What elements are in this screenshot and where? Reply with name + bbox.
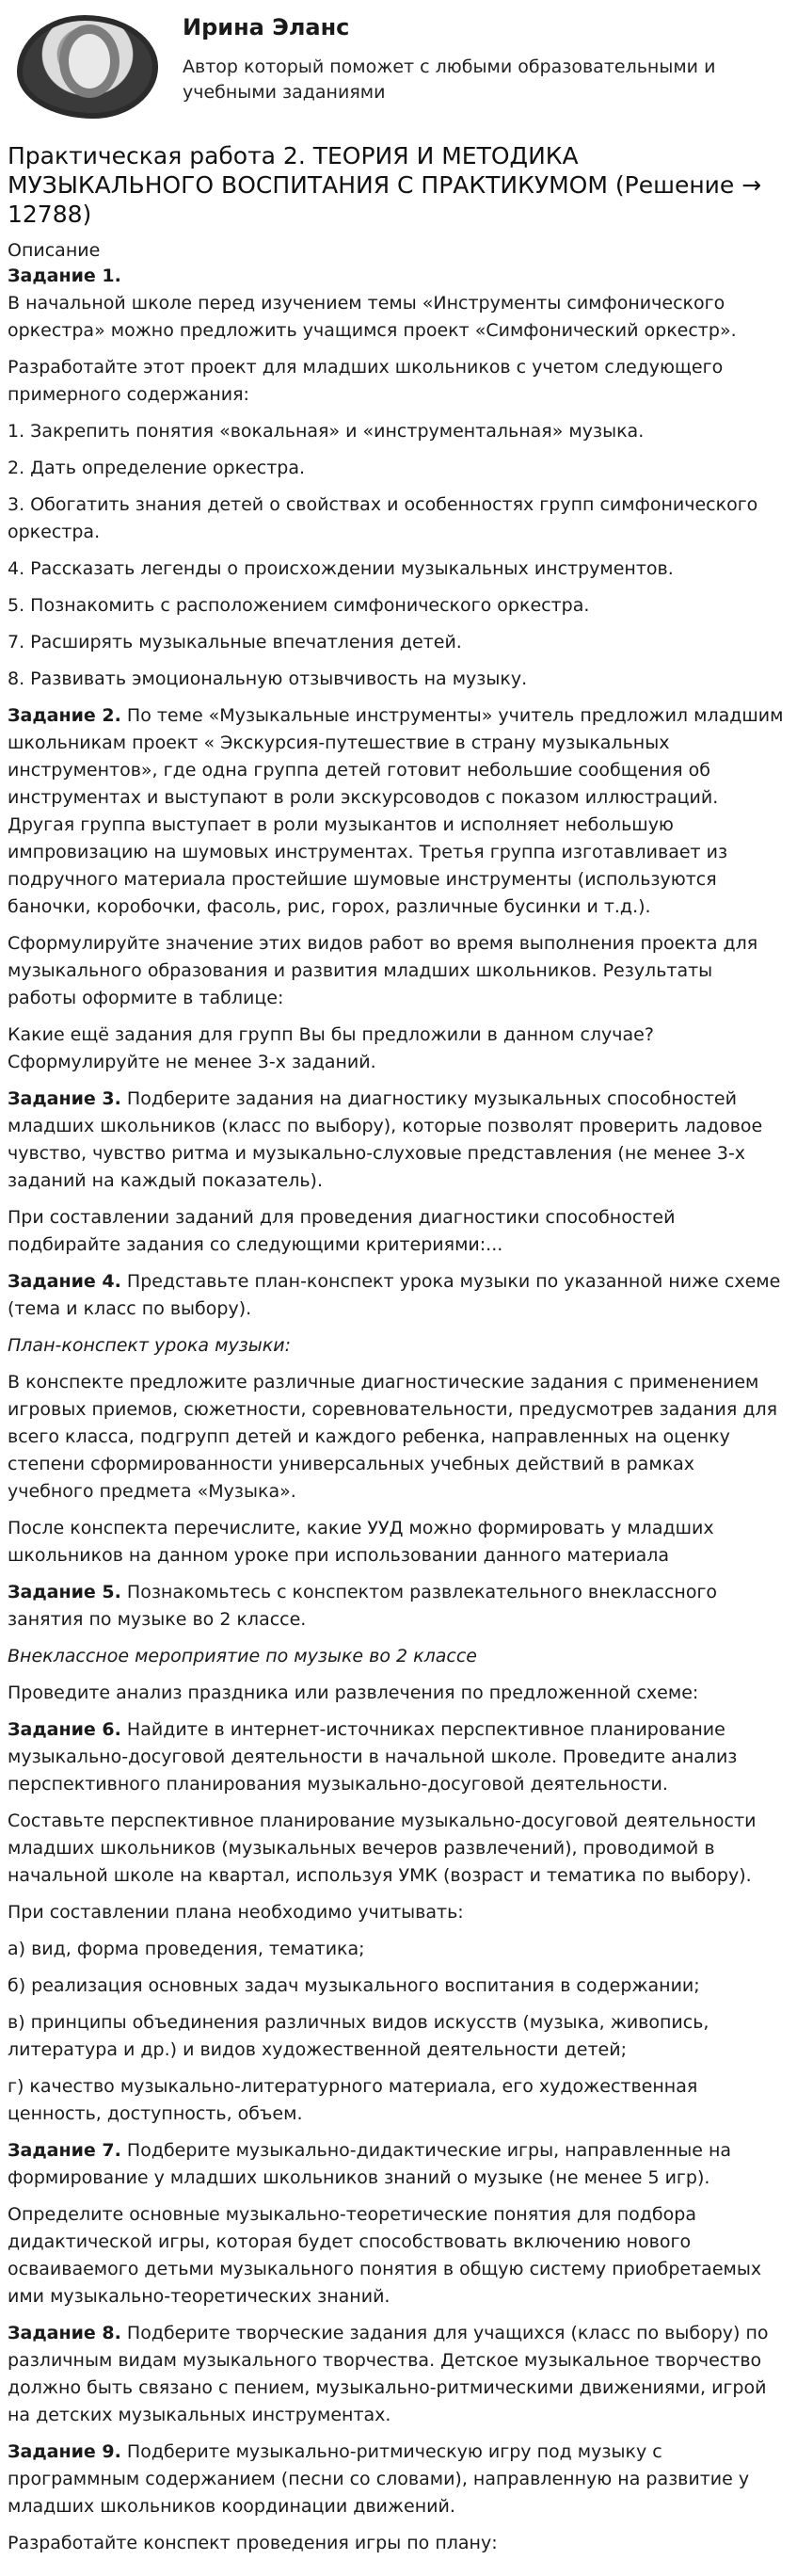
task7-paragraph: Определите основные музыкально-теоретические понятия для подбора дидактической игры, которая будет способствовать включению нового осваиваемого детьми музыкального понятия в общую систему приобретаемых ими музыкально-теоретических знаний. [8, 2204, 762, 2307]
avatar[interactable] [8, 9, 166, 124]
task4-heading: Задание 4. [8, 1271, 121, 1292]
task3-text: Подберите задания на диагностику музыкальных способностей младших школьников (класс по выбору), которые позволят проверить ладовое чувство, чувство ритма и музыкально-слуховые представления (не менее 3-х заданий на каждый показатель). [8, 1088, 763, 1191]
page-title: Практическая работа 2. ТЕОРИЯ И МЕТОДИКА МУЗЫКАЛЬНОГО ВОСПИТАНИЯ С ПРАКТИКУМОМ (Решение → 12788) [8, 142, 762, 228]
task6-list-item: в) принципы объединения различных видов искусств (музыка, живопись, литература и др.) и видов художественной деятельности детей; [8, 2012, 709, 2060]
avatar-image [17, 15, 158, 119]
task5-heading: Задание 5. [8, 1582, 121, 1602]
task6-list-item: а) вид, форма проведения, тематика; [8, 1939, 365, 1959]
task5-text: Познакомьтесь с конспектом развлекательного внеклассного занятия по музыке во 2 классе. [8, 1582, 718, 1630]
task6-heading: Задание 6. [8, 1719, 121, 1740]
task2-paragraph: Какие ещё задания для групп Вы бы предложили в данном случае? Сформулируйте не менее 3-х заданий. [8, 1024, 654, 1072]
task1-heading: Задание 1. [8, 266, 121, 286]
task5-intro [8, 1579, 784, 1634]
task6-list-item: г) качество музыкально-литературного материала, его художественная ценность, доступность, объем. [8, 2076, 698, 2124]
task1-list-item: 5. Познакомить с расположением симфонического оркестра. [8, 595, 590, 616]
task1-paragraph: Разработайте этот проект для младших школьников с учетом следующего примерного содержания: [8, 357, 724, 405]
task4-text: Представьте план-конспект урока музыки по указанной ниже схеме (тема и класс по выбору). [8, 1271, 781, 1319]
task4-paragraph: После конспекта перечислите, какие УУД можно формировать у младших школьников на данном уроке при использовании данного материала [8, 1518, 714, 1566]
task1-list-item: 8. Развивать эмоциональную отзывчивость на музыку. [8, 668, 528, 689]
task6-paragraph: При составлении плана необходимо учитывать: [8, 1902, 464, 1923]
task1-list-item: 3. Обогатить знания детей о свойствах и особенностях групп симфонического оркестра. [8, 494, 758, 542]
task8-heading: Задание 8. [8, 2323, 121, 2343]
task8-text: Подберите творческие задания для учащихся (класс по выбору) по различным видам музыкального творчества. Детское музыкальное творчество должно быть связано с пением, музыкально-ритмическими движениями, игрой на детских музыкальных инструментах. [8, 2323, 769, 2425]
task2-heading: Задание 2. [8, 705, 121, 726]
task7-text: Подберите музыкально-дидактические игры, направленные на формирование у младших школьников знаний о музыке (не менее 5 игр). [8, 2140, 732, 2188]
task7-intro [8, 2137, 784, 2192]
task6-paragraph: Составьте перспективное планирование музыкально-досуговой деятельности младших школьников (музыкальных вечеров развлечений), проводимой в начальной школе на квартал, используя УМК (возраст и тематика по выбору). [8, 1811, 757, 1886]
task7-heading: Задание 7. [8, 2140, 121, 2161]
task9-text: Подберите музыкально-ритмическую игру под музыку с программным содержанием (песни со словами), направленную на развитие у младших школьников координации движений. [8, 2441, 750, 2517]
avatar-frame [17, 15, 158, 119]
task6-text: Найдите в интернет-источниках перспективное планирование музыкально-досуговой деятельности в начальной школе. Проведите анализ перспективного планирования музыкально-досуговой деятельности. [8, 1719, 738, 1795]
task1-list-item: 7. Расширять музыкальные впечатления детей. [8, 632, 462, 652]
task1-paragraph: В начальной школе перед изучением темы «Инструменты симфонического оркестра» можно предложить учащимся проект «Симфонический оркестр». [8, 293, 737, 341]
task4-subheading: План-конспект урока музыки: [8, 1335, 292, 1356]
task5-subheading: Внеклассное мероприятие по музыке во 2 классе [8, 1646, 478, 1666]
task3-intro [8, 1086, 784, 1195]
task9-intro [8, 2439, 784, 2520]
task8-intro [8, 2320, 784, 2429]
author-description: Автор который поможет с любыми образовательными и учебными заданиями [183, 56, 716, 103]
task1-list-item: 1. Закрепить понятия «вокальная» и «инструментальная» музыка. [8, 421, 645, 442]
task2-text: По теме «Музыкальные инструменты» учитель предложил младшим школьникам проект « Экскурсия-путешествие в страну музыкальных инструментов», где одна группа детей готовит небольшие сообщения об инструментах и выступают в роли экскурсоводов с показом иллюстраций. Другая группа выступает в роли музыкантов и исполняет небольшую импровизацию на шумовых инструментах. Третья группа изготавливает из подручного материала простейшие шумовые инструменты (используются баночки, коробочки, фасоль, рис, горох, различные бусинки и т.д.). [8, 705, 784, 917]
task4-paragraph: В конспекте предложите различные диагностические задания с применением игровых приемов, сюжетности, соревновательности, предусмотрев задания для всего класса, подгрупп детей и каждого ребенка, направленных на оценку степени сформированности универсальных учебных действий в рамках учебного предмета «Музыка». [8, 1372, 778, 1502]
description-label: Описание [8, 240, 101, 261]
author-card[interactable] [8, 0, 784, 124]
author-name[interactable]: Ирина Эланс [183, 14, 350, 40]
task2-intro [8, 702, 784, 921]
task2-paragraph: Сформулируйте значение этих видов работ во время выполнения проекта для музыкального образования и развития младших школьников. Результаты работы оформите в таблице: [8, 933, 758, 1008]
task6-list-item: б) реализация основных задач музыкального воспитания в содержании; [8, 1975, 700, 1996]
task9-paragraph: Разработайте конспект проведения игры по плану: [8, 2533, 498, 2553]
task6-intro [8, 1716, 784, 1798]
task5-paragraph: Проведите анализ праздника или развлечения по предложенной схеме: [8, 1682, 699, 1703]
task3-paragraph: При составлении заданий для проведения диагностики способностей подбирайте задания со следующими критериями:... [8, 1207, 676, 1255]
task1-list-item: 4. Рассказать легенды о происхождении музыкальных инструментов. [8, 558, 674, 579]
task3-heading: Задание 3. [8, 1088, 121, 1109]
task1-list-item: 2. Дать определение оркестра. [8, 458, 306, 478]
task9-heading: Задание 9. [8, 2441, 121, 2462]
task4-intro [8, 1268, 784, 1323]
